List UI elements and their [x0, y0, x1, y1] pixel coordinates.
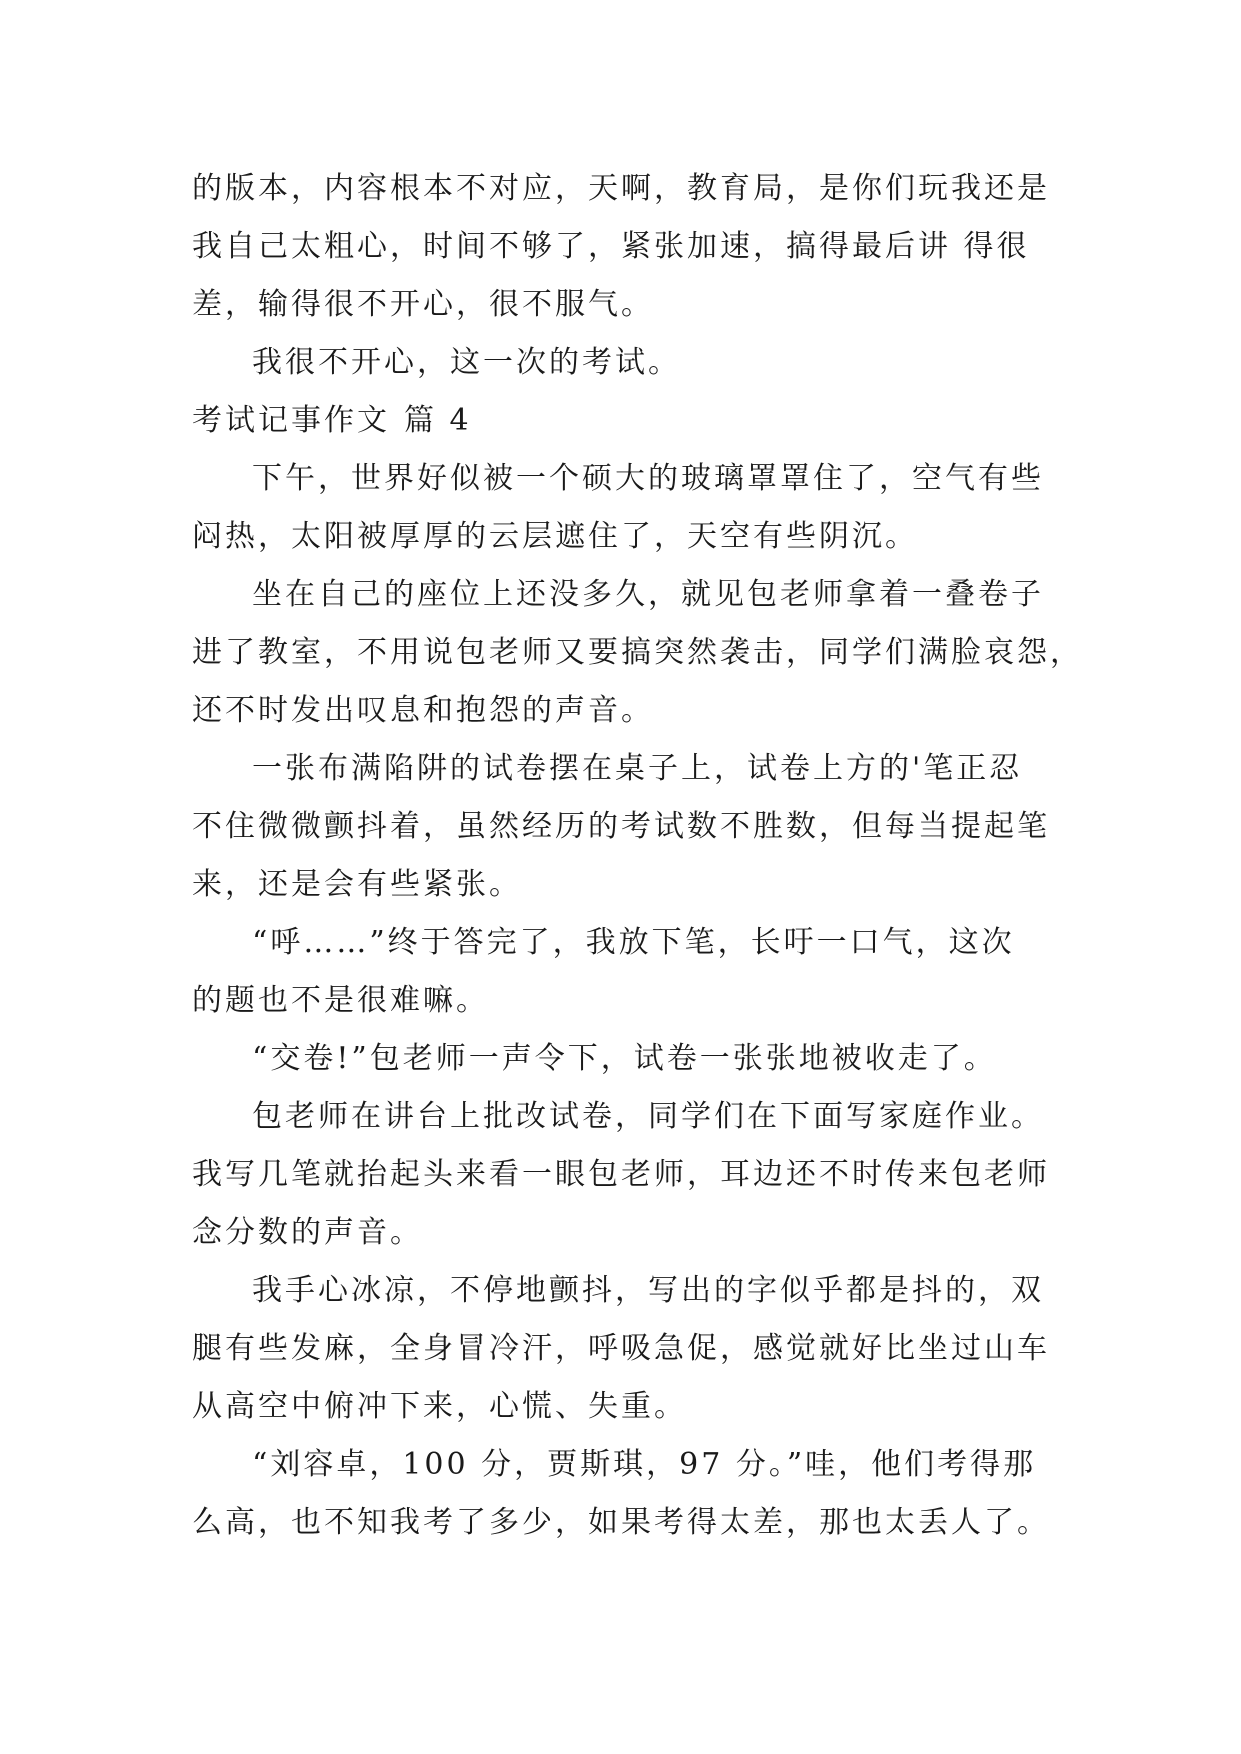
paragraph-line: 坐在自己的座位上还没多久，就见包老师拿着一叠卷子 [252, 577, 1044, 612]
paragraph-line: 进了教室，不用说包老师又要搞突然袭击，同学们满脸哀怨， [192, 635, 1083, 670]
paragraph-line: 还不时发出叹息和抱怨的声音。 [192, 693, 654, 728]
paragraph-line: 包老师在讲台上批改试卷，同学们在下面写家庭作业。 [252, 1099, 1044, 1134]
paragraph-line: 我手心冰凉，不停地颤抖，写出的字似乎都是抖的，双 [252, 1273, 1044, 1308]
paragraph-line: “刘容卓，100 分，贾斯琪，97 分。”哇，他们考得那 [252, 1447, 1037, 1482]
paragraph-line: 从高空中俯冲下来，心慌、失重。 [192, 1389, 687, 1424]
paragraph-line: 的题也不是很难嘛。 [192, 983, 489, 1018]
paragraph-line: 差，输得很不开心，很不服气。 [192, 287, 654, 322]
paragraph-line: 闷热，太阳被厚厚的云层遮住了，天空有些阴沉。 [192, 519, 918, 554]
paragraph-line: 一张布满陷阱的试卷摆在桌子上，试卷上方的'笔正忍 [252, 751, 1023, 786]
paragraph-line: 我写几笔就抬起头来看一眼包老师，耳边还不时传来包老师 [192, 1157, 1050, 1192]
paragraph-line: 念分数的声音。 [192, 1215, 423, 1250]
paragraph-line: “呼……”终于答完了，我放下笔，长吁一口气，这次 [252, 925, 1015, 960]
paragraph-line: 不住微微颤抖着，虽然经历的考试数不胜数，但每当提起笔 [192, 809, 1050, 844]
section-heading [192, 392, 1062, 450]
paragraph-line: 的版本，内容根本不对应，天啊，教育局，是你们玩我还是 [192, 171, 1050, 206]
paragraph-line: 下午，世界好似被一个硕大的玻璃罩罩住了，空气有些 [252, 461, 1044, 496]
heading-title: 考试记事作文 [192, 403, 390, 438]
paragraph-line: 么高，也不知我考了多少，如果考得太差，那也太丢人了。 [192, 1505, 1050, 1540]
document-body [192, 160, 1083, 1552]
paragraph-line: “交卷!”包老师一声令下，试卷一张张地被收走了。 [252, 1041, 997, 1076]
heading-section-number: 篇 4 [404, 403, 472, 438]
paragraph-line: 来，还是会有些紧张。 [192, 867, 522, 902]
paragraph-line: 我自己太粗心，时间不够了，紧张加速，搞得最后讲 得很 [192, 229, 1030, 264]
paragraph-line: 腿有些发麻，全身冒冷汗，呼吸急促，感觉就好比坐过山车 [192, 1331, 1050, 1366]
paragraph-line: 我很不开心，这一次的考试。 [252, 345, 681, 380]
